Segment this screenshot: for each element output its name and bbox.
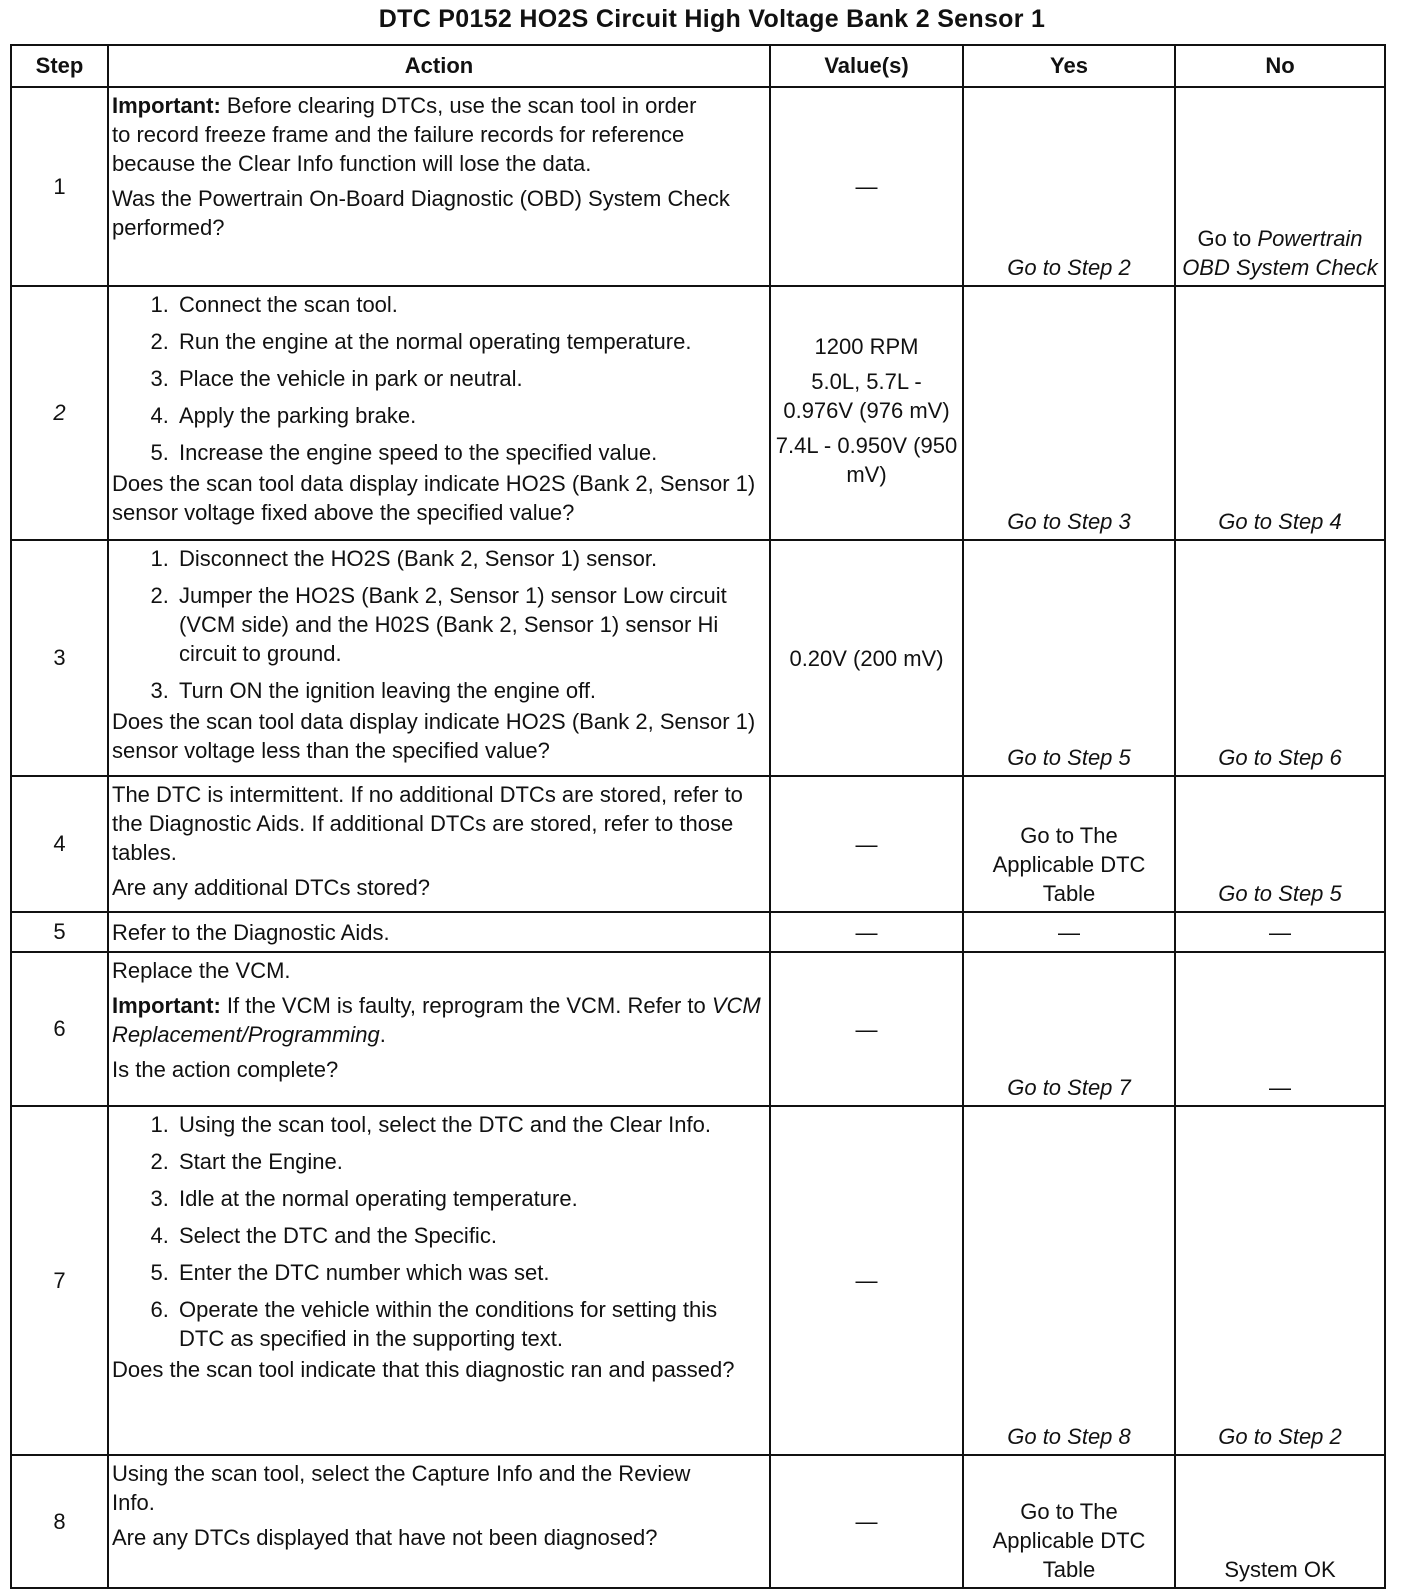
vcm-replacement-link[interactable]: VCM Replacement/Programming: [112, 993, 761, 1047]
no-link[interactable]: [1175, 87, 1385, 286]
yes-link[interactable]: Go to Step 3: [963, 286, 1175, 540]
yes-link[interactable]: Go to Step 5: [963, 540, 1175, 776]
value-cell: —: [770, 1106, 963, 1455]
action-cell: [108, 952, 770, 1106]
table-row: [11, 87, 1385, 286]
no-link[interactable]: Go to Step 4: [1175, 286, 1385, 540]
question-text: Was the Powertrain On-Board Diagnostic (OBD) System Check performed?: [112, 186, 730, 240]
yes-link[interactable]: Go to Step 2: [963, 87, 1175, 286]
diagnostic-table: [10, 44, 1386, 1589]
list-item: 6. Operate the vehicle within the conditions for setting this DTC as specified in the supporting text.: [175, 1295, 763, 1353]
list-item: 3. Turn ON the ignition leaving the engine off.: [175, 676, 763, 705]
yes-link[interactable]: Go to The Applicable DTC Table: [963, 1455, 1175, 1588]
header-step: Step: [11, 45, 108, 87]
header-yes: Yes: [963, 45, 1175, 87]
procedure-list: [112, 544, 763, 705]
table-row: [11, 952, 1385, 1106]
question-text: Are any DTCs displayed that have not been diagnosed?: [112, 1525, 658, 1550]
step-number: 2: [11, 286, 108, 540]
important-text: Before clearing DTCs, use the scan tool in order to record freeze frame and the failure records for reference because the Clear Info function will lose the data.: [112, 93, 697, 176]
step-number: 1: [11, 87, 108, 286]
no-link[interactable]: Go to Step 6: [1175, 540, 1385, 776]
list-item: 4. Select the DTC and the Specific.: [175, 1221, 763, 1250]
table-row: [11, 912, 1385, 952]
list-item: 2. Start the Engine.: [175, 1147, 763, 1176]
step-number: 5: [11, 912, 108, 952]
table-row: [11, 1455, 1385, 1588]
important-label: Important:: [112, 93, 221, 118]
no-link-target: Powertrain OBD System Check: [1182, 226, 1378, 280]
value-cell: —: [770, 912, 963, 952]
action-cell: [108, 286, 770, 540]
no-cell: —: [1175, 912, 1385, 952]
yes-link[interactable]: Go to Step 7: [963, 952, 1175, 1106]
action-cell: [108, 1106, 770, 1455]
step-number: 7: [11, 1106, 108, 1455]
action-cell: [108, 87, 770, 286]
value-cell: —: [770, 776, 963, 912]
yes-link[interactable]: Go to Step 8: [963, 1106, 1175, 1455]
question-text: Is the action complete?: [112, 1057, 339, 1082]
action-cell: [108, 540, 770, 776]
value-rpm: 1200 RPM: [814, 333, 919, 359]
table-row: [11, 776, 1385, 912]
question-text: Does the scan tool data display indicate HO2S (Bank 2, Sensor 1) sensor voltage fixed above the specified value?: [112, 471, 756, 525]
action-cell: [108, 1455, 770, 1588]
header-no: No: [1175, 45, 1385, 87]
value-cell: [770, 286, 963, 540]
header-values: Value(s): [770, 45, 963, 87]
question-text: Does the scan tool data display indicate HO2S (Bank 2, Sensor 1) sensor voltage less than the specified value?: [112, 709, 756, 763]
value-cell: 0.20V (200 mV): [770, 540, 963, 776]
value-voltage-50-57: 5.0L, 5.7L - 0.976V (976 mV): [783, 368, 950, 423]
step-number: 4: [11, 776, 108, 912]
table-row: [11, 1106, 1385, 1455]
procedure-list: [112, 1110, 763, 1353]
instruction-text: The DTC is intermittent. If no additional DTCs are stored, refer to the Diagnostic Aids. If additional DTCs are stored, refer to those tables.: [112, 782, 743, 865]
page-title: DTC P0152 HO2S Circuit High Voltage Bank 2 Sensor 1: [378, 5, 1046, 33]
list-item: 5. Enter the DTC number which was set.: [175, 1258, 763, 1287]
important-end: .: [379, 1022, 386, 1047]
step-number: 8: [11, 1455, 108, 1588]
no-cell: —: [1175, 952, 1385, 1106]
no-link-prefix: Go to: [1197, 226, 1252, 251]
list-item: 1. Using the scan tool, select the DTC and the Clear Info.: [175, 1110, 763, 1139]
value-cell: —: [770, 1455, 963, 1588]
no-link[interactable]: Go to Step 2: [1175, 1106, 1385, 1455]
important-label: Important:: [112, 993, 221, 1018]
step-number: 6: [11, 952, 108, 1106]
question-text: Are any additional DTCs stored?: [112, 875, 430, 900]
value-cell: —: [770, 87, 963, 286]
list-item: 5. Increase the engine speed to the specified value.: [175, 438, 763, 467]
value-voltage-74: 7.4L - 0.950V (950 mV): [775, 432, 958, 487]
table-row: [11, 540, 1385, 776]
header-row: [11, 45, 1385, 87]
list-item: 1. Disconnect the HO2S (Bank 2, Sensor 1) sensor.: [175, 544, 763, 573]
instruction-text: Replace the VCM.: [112, 958, 291, 983]
table-row: [11, 286, 1385, 540]
action-cell: [108, 912, 770, 952]
list-item: 3. Idle at the normal operating temperature.: [175, 1184, 763, 1213]
list-item: 3. Place the vehicle in park or neutral.: [175, 364, 763, 393]
procedure-list: [112, 290, 763, 467]
header-action: Action: [108, 45, 770, 87]
action-cell: [108, 776, 770, 912]
list-item: 2. Run the engine at the normal operating temperature.: [175, 327, 763, 356]
list-item: 2. Jumper the HO2S (Bank 2, Sensor 1) sensor Low circuit (VCM side) and the H02S (Bank 2, Sensor 1) sensor Hi circuit to ground.: [175, 581, 763, 668]
value-cell: —: [770, 952, 963, 1106]
step-number: 3: [11, 540, 108, 776]
no-cell: System OK: [1175, 1455, 1385, 1588]
yes-link[interactable]: Go to The Applicable DTC Table: [963, 776, 1175, 912]
question-text: Does the scan tool indicate that this diagnostic ran and passed?: [112, 1357, 735, 1382]
important-text: If the VCM is faulty, reprogram the VCM. Refer to: [220, 993, 712, 1018]
instruction-text: Refer to the Diagnostic Aids.: [112, 920, 390, 945]
list-item: 1. Connect the scan tool.: [175, 290, 763, 319]
no-link[interactable]: Go to Step 5: [1175, 776, 1385, 912]
yes-cell: —: [963, 912, 1175, 952]
instruction-text: Using the scan tool, select the Capture Info and the Review Info.: [112, 1461, 691, 1515]
list-item: 4. Apply the parking brake.: [175, 401, 763, 430]
